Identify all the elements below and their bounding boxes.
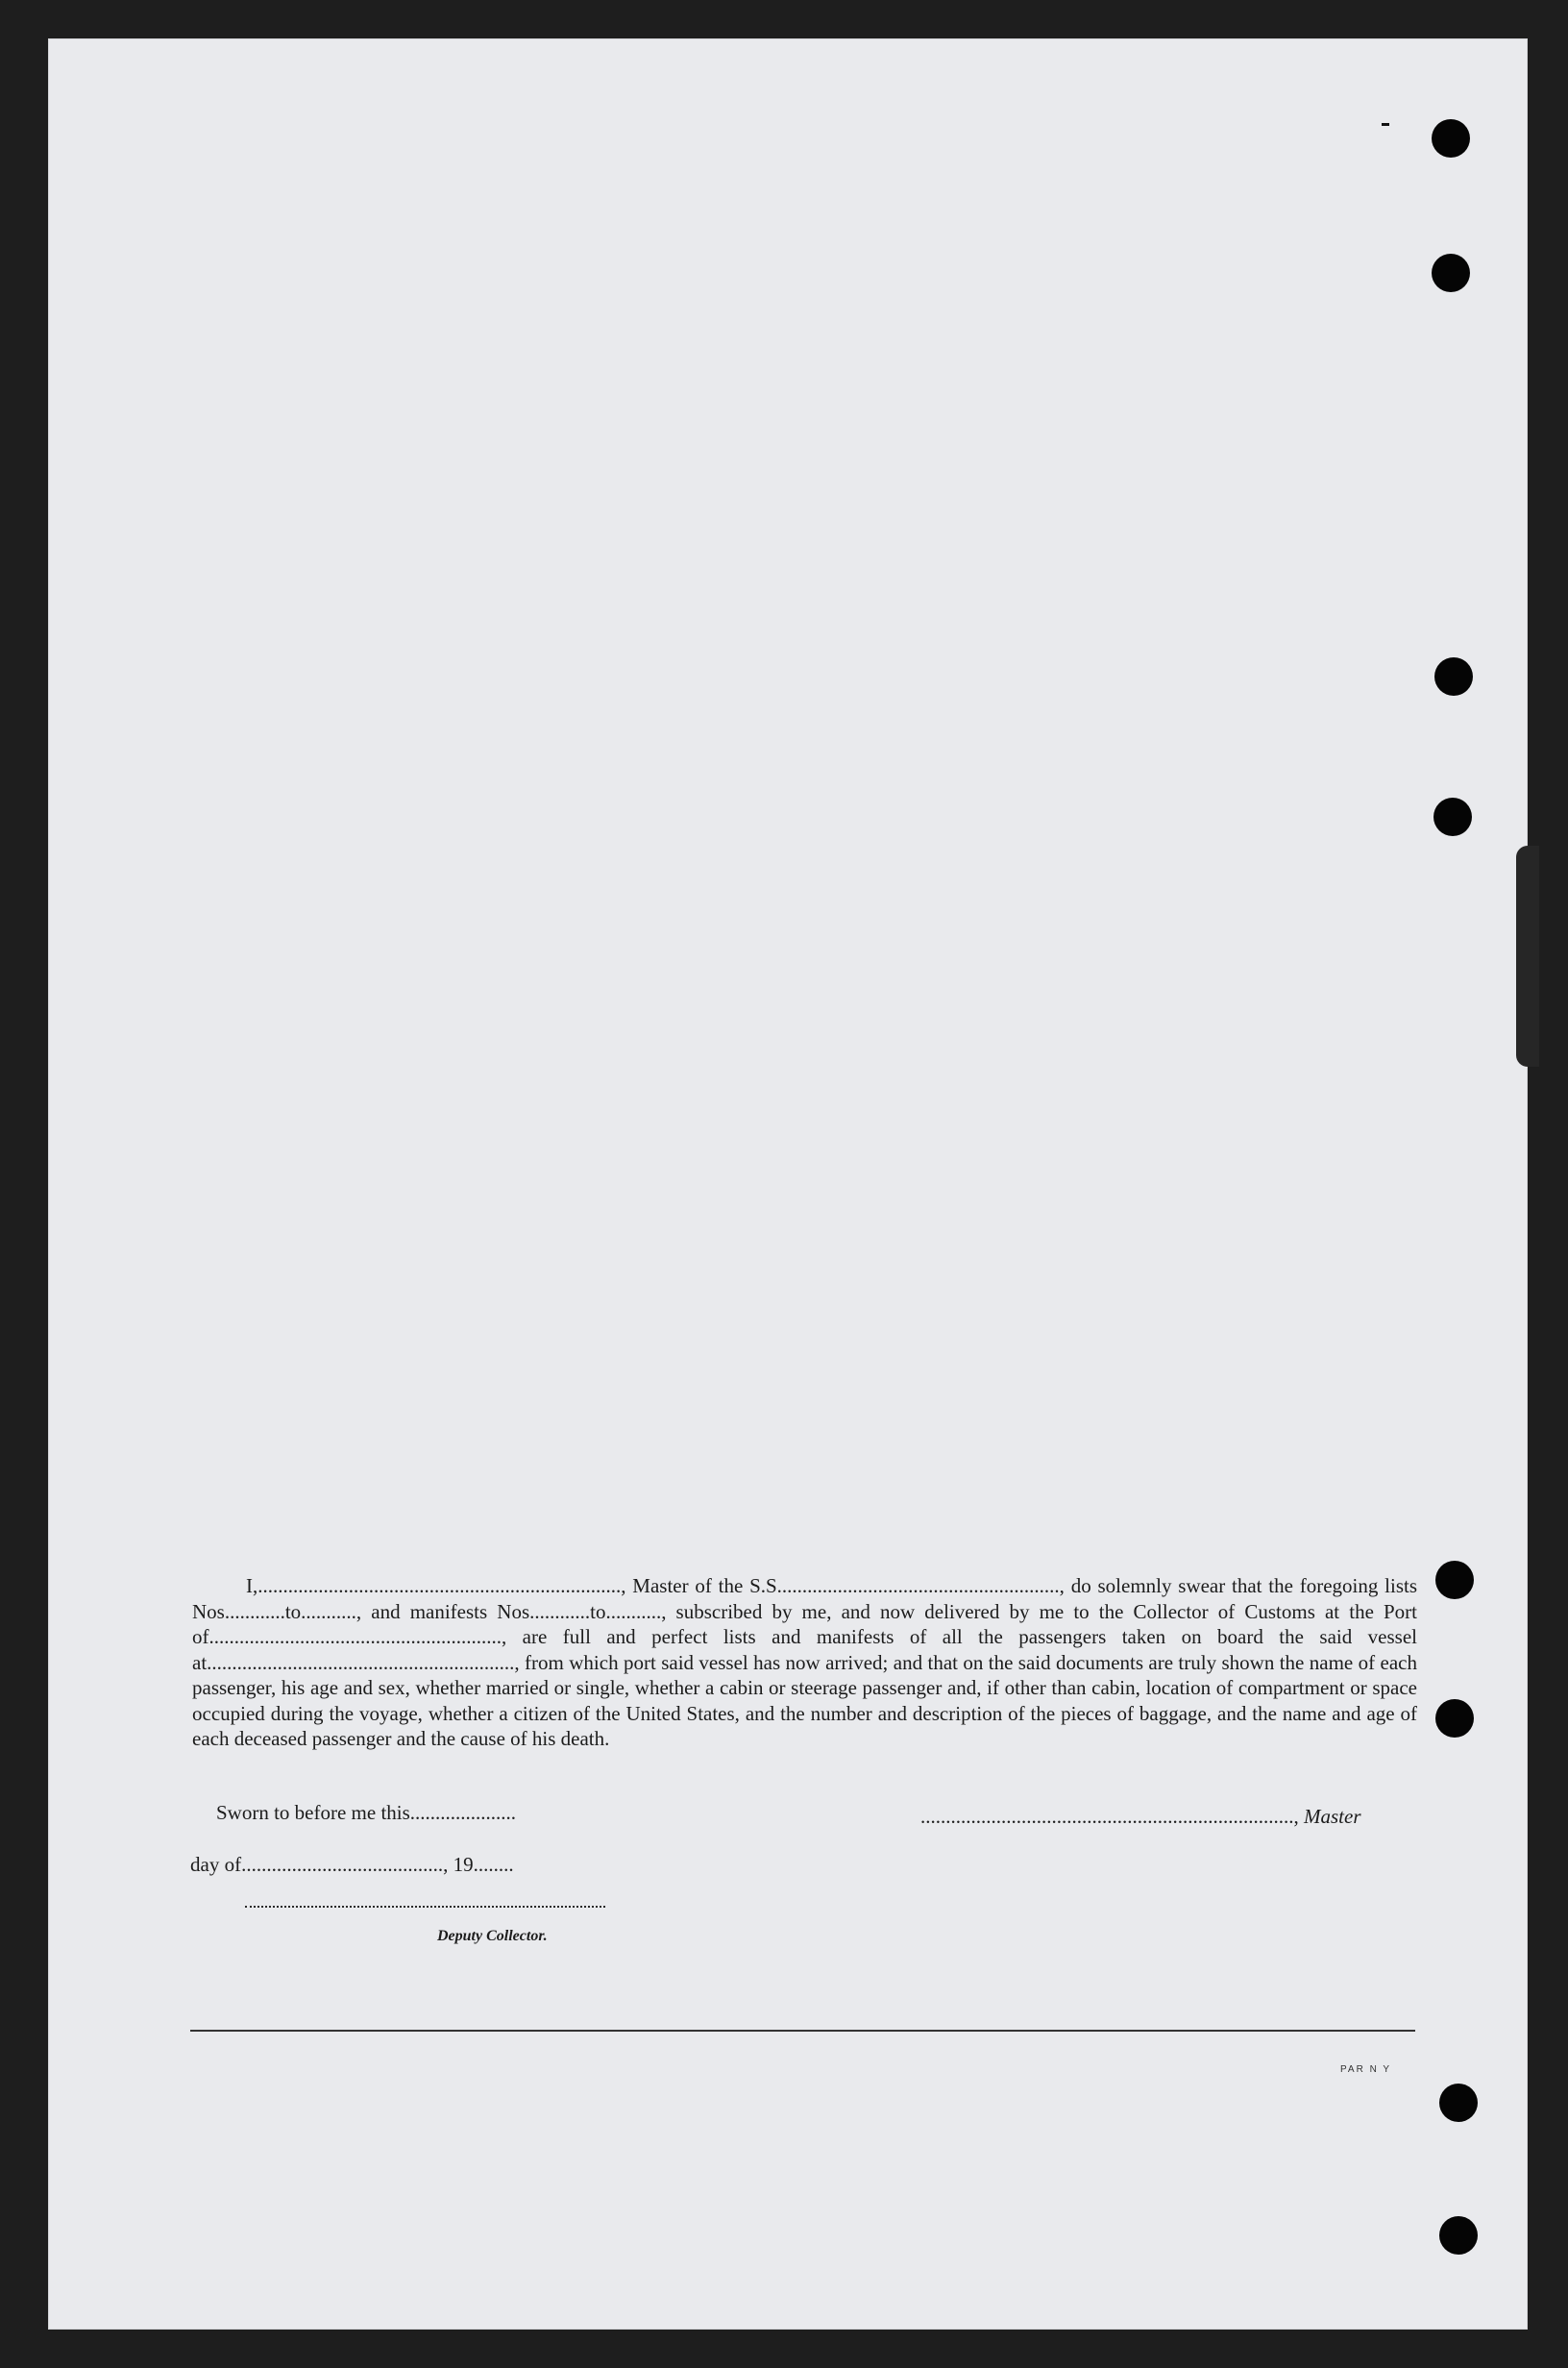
- deputy-collector-label: Deputy Collector.: [437, 1928, 548, 1944]
- bottom-rule: [190, 2030, 1415, 2032]
- punch-hole: [1439, 2084, 1478, 2122]
- punch-hole: [1439, 2216, 1478, 2255]
- ink-speck: [1382, 123, 1389, 126]
- punch-hole: [1435, 1699, 1474, 1738]
- page-edge-shadow: [1516, 846, 1539, 1067]
- deputy-collector-signature-line: [245, 1906, 605, 1908]
- punch-hole: [1434, 657, 1473, 696]
- sworn-before-line: Sworn to before me this.....................: [216, 1801, 517, 1824]
- punch-hole: [1435, 1561, 1474, 1599]
- oath-text: I,........................................................................, Master of the S.S........................................................, do solemnly swear that the foregoing lists Nos............to..........., and manifests Nos............to..........., subscribed by me, and now delivered by me to the Collector of Customs at the Port of.........................................................., are full and perfect lists and manifests of all the passengers taken on board the said vessel at............................................................., from which port said vessel has now arrived; and that on the said documents are truly shown the name of each passenger, his age and sex, whether married or single, whether a cabin or steerage passenger and, if other than cabin, location of compartment or space occupied during the voyage, whether a citizen of the United States, and the number and description of the pieces of baggage, and the name and age of each deceased passenger and the cause of his death.: [192, 1574, 1417, 1750]
- punch-hole: [1433, 798, 1472, 836]
- printer-mark: PAR N Y: [1340, 2064, 1392, 2075]
- manifest-page: [48, 38, 1528, 2330]
- day-of-line: day of........................................, 19........: [190, 1853, 514, 1876]
- master-signature-dots: ..........................................................................,: [920, 1805, 1299, 1828]
- master-oath-paragraph: [192, 1573, 1417, 1752]
- master-signature-line: [920, 1805, 1361, 1829]
- punch-hole: [1432, 254, 1470, 292]
- master-label: Master: [1304, 1805, 1361, 1828]
- punch-hole: [1432, 119, 1470, 158]
